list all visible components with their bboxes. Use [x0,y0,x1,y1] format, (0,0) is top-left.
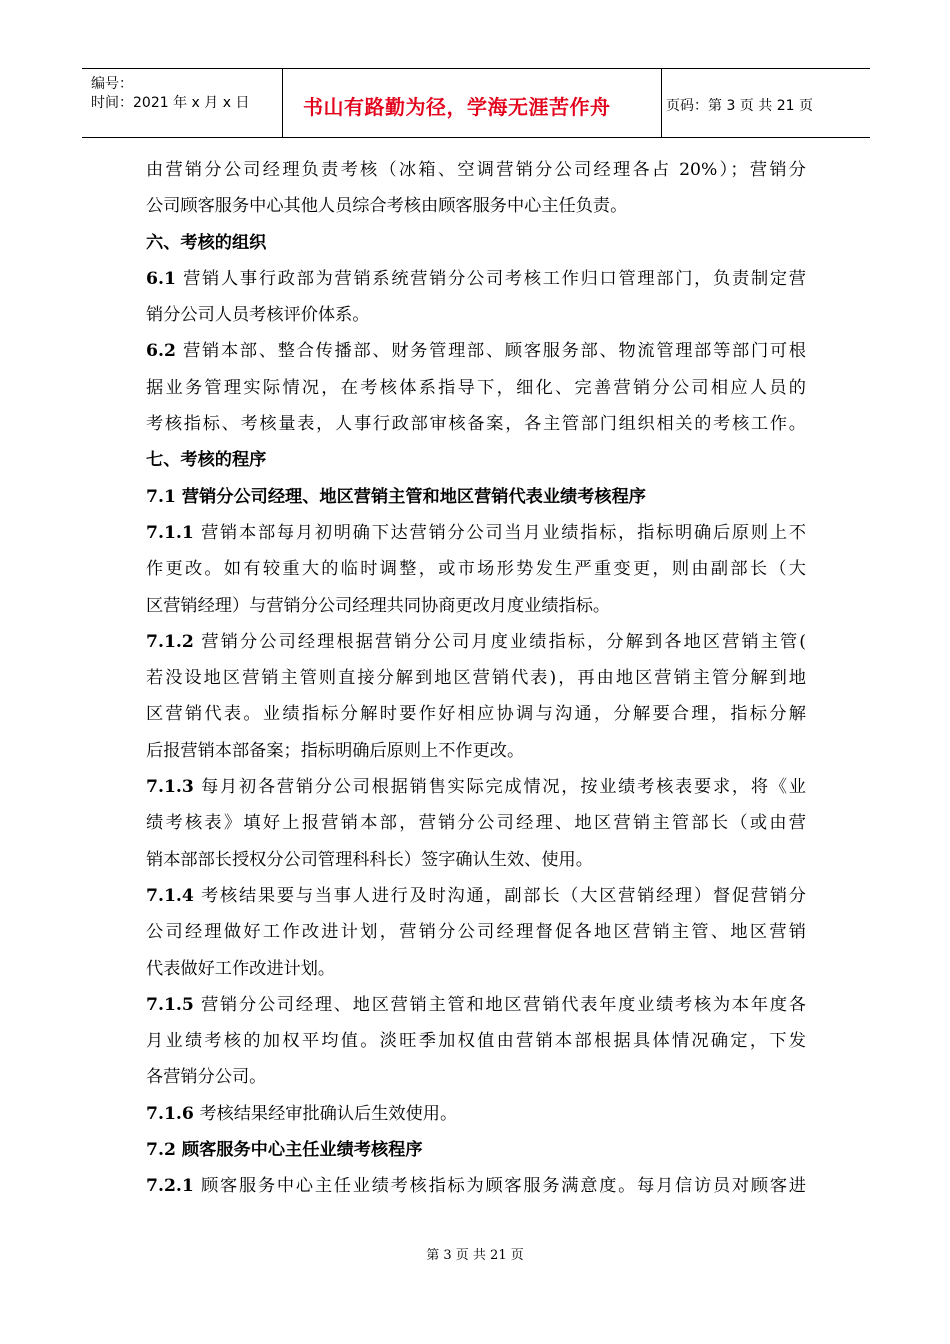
paragraph-line [146,188,806,224]
line-text: 每月初各营销分公司根据销售实际完成情况，按业绩考核表要求，将《业 [201,777,806,798]
paragraph-line [146,914,806,950]
line-text: 据业务管理实际情况，在考核体系指导下，细化、完善营销分公司相应人员的 [146,377,806,398]
clause-number: 6.1 [146,268,176,289]
line-text: 营销本部每月初明确下达营销分公司当月业绩指标，指标明确后原则上不 [201,522,806,543]
line-text: 若没设地区营销主管则直接分解到地区营销代表)，再由地区营销主管分解到地 [146,668,806,689]
document-body [146,152,806,1205]
header-motto-cell [282,69,662,137]
paragraph-line [146,551,806,587]
line-text: 绩考核表》填好上报营销本部，营销分公司经理、地区营销主管部长（或由营 [146,813,806,834]
line-text: 营销分公司经理、地区营销主管和地区营销代表年度业绩考核为本年度各 [201,994,806,1015]
paragraph-line [146,261,806,297]
clause-number: 7.1.2 [146,631,194,652]
clause-number: 6.2 [146,341,176,362]
line-text: 考核结果经审批确认后生效使用。 [199,1103,458,1124]
line-text: 区营销代表。业绩指标分解时要作好相应协调与沟通，分解要合理，指标分解 [146,704,806,725]
header-left-cell [82,69,282,137]
clause-number: 7.1.4 [146,885,194,906]
line-text: 月业绩考核的加权平均值。淡旺季加权值由营销本部根据具体情况确定，下发 [146,1031,806,1052]
page-header [82,68,870,138]
clause-number: 7.1.1 [146,522,194,543]
section-heading [146,225,806,261]
line-text: 各营销分公司。 [146,1067,267,1088]
line-text: 公司经理做好工作改进计划，营销分公司经理督促各地区营销主管、地区营销 [146,922,806,943]
line-text: 代表做好工作改进计划。 [146,958,336,979]
line-text: 7.1 营销分公司经理、地区营销主管和地区营销代表业绩考核程序 [146,486,646,507]
document-date-label: 时间：2021 年 x 月 x 日 [91,95,250,111]
paragraph-line [146,987,806,1023]
paragraph-line [146,1096,806,1132]
section-heading [146,479,806,515]
paragraph-line [146,769,806,805]
clause-number: 7.2.1 [146,1176,194,1197]
clause-number: 7.1.5 [146,994,194,1015]
line-text: 后报营销本部备案；指标明确后原则上不作更改。 [146,740,525,761]
line-text: 顾客服务中心主任业绩考核指标为顾客服务满意度。每月信访员对顾客进 [201,1176,806,1197]
line-text: 销分公司人员考核评价体系。 [146,305,370,326]
paragraph-line [146,660,806,696]
paragraph-line [146,406,806,442]
paragraph-line [146,1023,806,1059]
line-text: 考核指标、考核量表，人事行政部审核备案，各主管部门组织相关的考核工作。 [146,414,806,435]
line-text: 公司顾客服务中心其他人员综合考核由顾客服务中心主任负责。 [146,196,628,217]
section-heading [146,442,806,478]
clause-number: 7.1.6 [146,1103,194,1124]
paragraph-line [146,842,806,878]
paragraph-line [146,370,806,406]
paragraph-line [146,588,806,624]
paragraph-line [146,696,806,732]
line-text: 区营销经理）与营销分公司经理共同协商更改月度业绩指标。 [146,595,611,616]
paragraph-line [146,333,806,369]
line-text: 7.2 顾客服务中心主任业绩考核程序 [146,1140,423,1161]
line-text: 营销分公司经理根据营销分公司月度业绩指标，分解到各地区营销主管( [201,631,806,652]
paragraph-line [146,297,806,333]
line-text: 由营销分公司经理负责考核（冰箱、空调营销分公司经理各占 20%）；营销分 [146,160,806,180]
paragraph-line [146,878,806,914]
paragraph-line [146,1168,806,1204]
paragraph-line [146,733,806,769]
header-motto: 书山有路勤为径，学海无涯苦作舟 [303,95,611,119]
paragraph-line [146,624,806,660]
line-text: 销本部部长授权分公司管理科科长）签字确认生效、使用。 [146,849,593,870]
line-text: 作更改。如有较重大的临时调整，或市场形势发生严重变更，则由副部长（大 [146,559,806,580]
paragraph-line [146,515,806,551]
header-page-info: 页码：第 3 页 共 21 页 [666,98,813,114]
paragraph-line [146,152,806,188]
clause-number: 7.1.3 [146,777,194,798]
paragraph-line [146,1059,806,1095]
paragraph-line [146,805,806,841]
line-text: 考核结果要与当事人进行及时沟通，副部长（大区营销经理）督促营销分 [201,885,806,906]
line-text: 营销人事行政部为营销系统营销分公司考核工作归口管理部门，负责制定营 [183,268,806,289]
header-right-cell [662,69,870,137]
page-footer: 第 3 页 共 21 页 [426,1248,524,1263]
line-text: 营销本部、整合传播部、财务管理部、顾客服务部、物流管理部等部门可根 [183,341,806,362]
document-number-label: 编号： [91,76,133,92]
line-text: 七、考核的程序 [146,450,267,471]
section-heading [146,1132,806,1168]
line-text: 六、考核的组织 [146,232,267,253]
paragraph-line [146,951,806,987]
